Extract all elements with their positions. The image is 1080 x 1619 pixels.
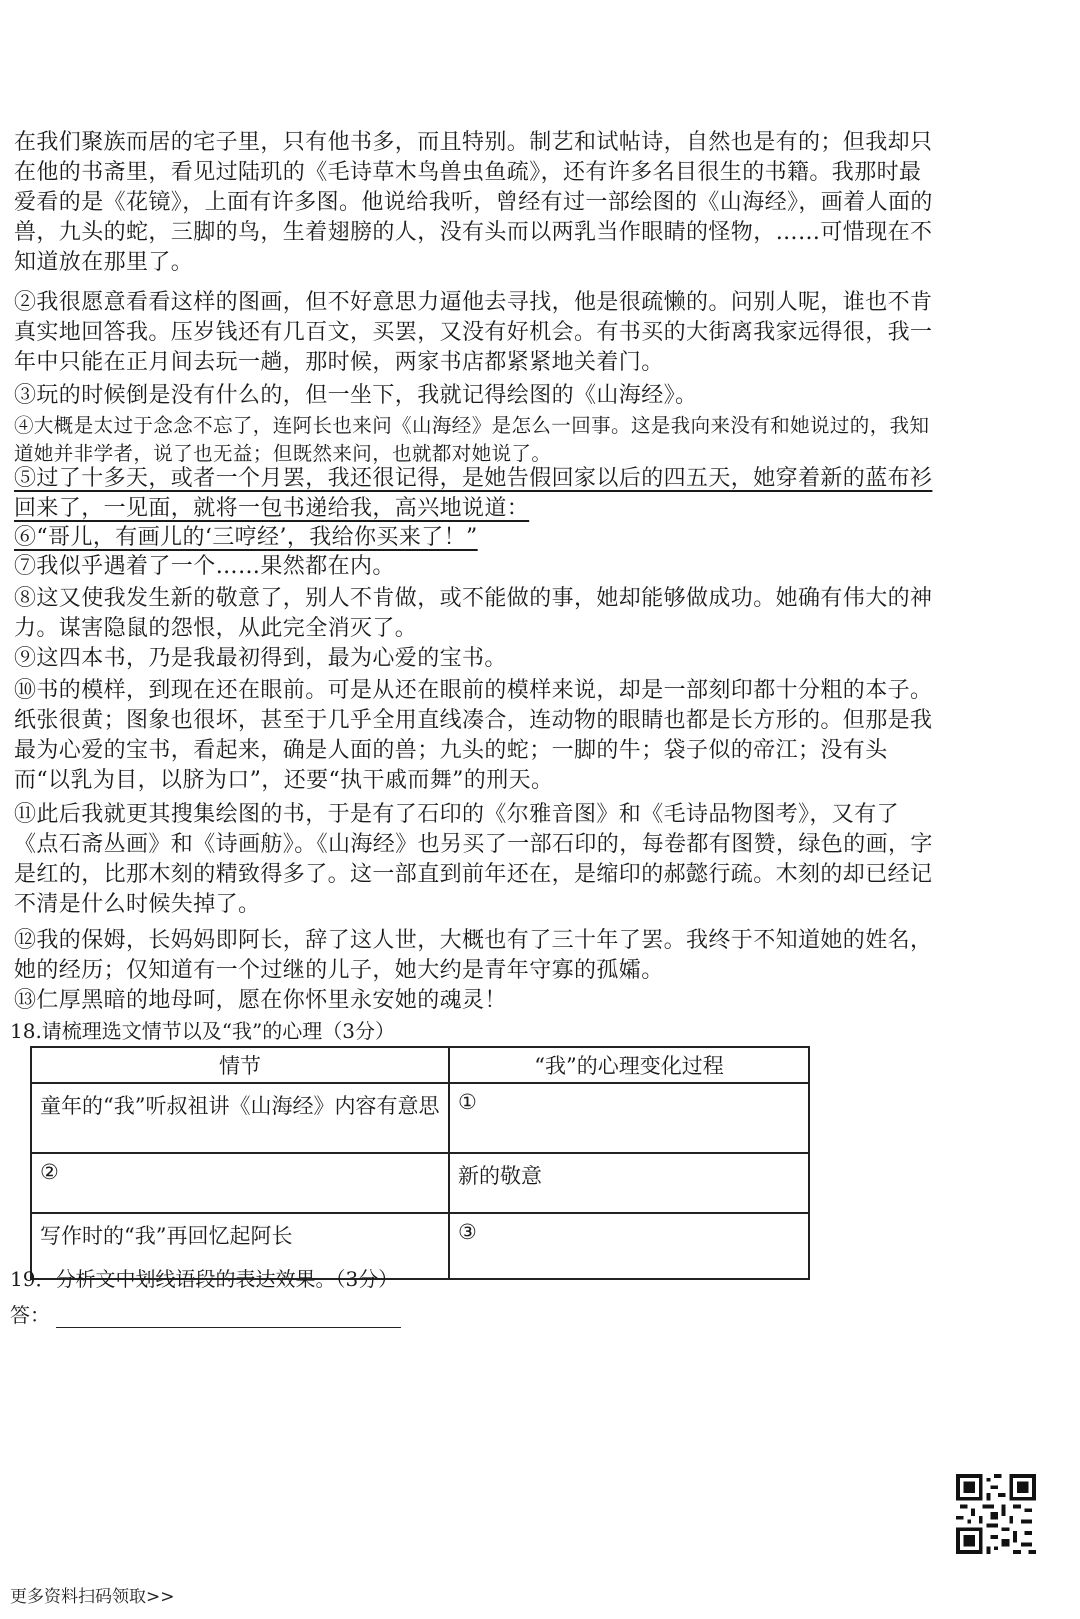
question-18-title: 18.请梳理选文情节以及“我”的心理（3分） bbox=[10, 1019, 395, 1043]
passage-paragraph-13: ⑬仁厚黑暗的地母呵，愿在你怀里永安她的魂灵！ bbox=[14, 988, 507, 1013]
table-header-psychology: “我”的心理变化过程 bbox=[449, 1047, 809, 1083]
table-cell-answer-blank[interactable]: ② bbox=[31, 1153, 449, 1213]
passage-paragraph-12: ⑫我的保姆，长妈妈即阿长，辞了这人世，大概也有了三十年了罢。我终于不知道她的姓名，她的经历；仅知道有一个过继的儿子，她大约是青年守寡的孤孀。 bbox=[14, 928, 933, 983]
table-row bbox=[31, 1083, 809, 1153]
question-19-title: 19．分析文中划线语段的表达效果。（3分） bbox=[10, 1267, 399, 1291]
table-header-row bbox=[31, 1047, 809, 1083]
passage-intro-paragraph: 在我们聚族而居的宅子里，只有他书多，而且特别。制艺和试帖诗，自然也是有的；但我却只在他的书斋里，看见过陆玑的《毛诗草木鸟兽虫鱼疏》，还有许多名目很生的书籍。我那时最爱看的是《花镜》，上面有许多图。他说给我听，曾经有过一部绘图的《山海经》，画着人面的兽，九头的蛇，三脚的鸟，生着翅膀的人，没有头而以两乳当作眼睛的怪物，……可惜现在不知道放在那里了。 bbox=[14, 130, 933, 275]
table-cell-answer-blank[interactable]: ③ bbox=[449, 1213, 809, 1279]
table-cell-plot: 写作时的“我”再回忆起阿长 bbox=[31, 1213, 449, 1279]
passage-paragraph-5-underlined: ⑤过了十多天，或者一个月罢，我还很记得，是她告假回家以后的四五天，她穿着新的蓝布衫回来了，一见面，就将一包书递给我，高兴地说道： bbox=[14, 466, 933, 521]
passage-paragraph-11: ⑪此后我就更其搜集绘图的书，于是有了石印的《尔雅音图》和《毛诗品物图考》，又有了《点石斋丛画》和《诗画舫》。《山海经》也另买了一部石印的，每卷都有图赞，绿色的画，字是红的，比那木刻的精致得多了。这一部直到前年还在，是缩印的郝懿行疏。木刻的却已经记不清是什么时候失掉了。 bbox=[14, 802, 933, 917]
passage-paragraph-8: ⑧这又使我发生新的敬意了，别人不肯做，或不能做的事，她却能够做成功。她确有伟大的神力。谋害隐鼠的怨恨，从此完全消灭了。 bbox=[14, 586, 933, 641]
passage-paragraph-9: ⑨这四本书，乃是我最初得到，最为心爱的宝书。 bbox=[14, 646, 507, 671]
answer-label: 答： bbox=[10, 1303, 50, 1327]
table-cell-psychology: 新的敬意 bbox=[449, 1153, 809, 1213]
question-19-answer bbox=[10, 1302, 401, 1328]
passage-paragraph-2: ②我很愿意看看这样的图画，但不好意思力逼他去寻找，他是很疏懒的。问别人呢，谁也不肯真实地回答我。压岁钱还有几百文，买罢，又没有好机会。有书买的大街离我家远得很，我一年中只能在正月间去玩一趟，那时候，两家书店都紧紧地关着门。 bbox=[14, 290, 933, 375]
table-cell-plot: 童年的“我”听叔祖讲《山海经》内容有意思 bbox=[31, 1083, 449, 1153]
passage-paragraph-10: ⑩书的模样，到现在还在眼前。可是从还在眼前的模样来说，却是一部刻印都十分粗的本子。纸张很黄；图象也很坏，甚至于几乎全用直线凑合，连动物的眼睛也都是长方形的。但那是我最为心爱的宝书，看起来，确是人面的兽；九头的蛇；一脚的牛；袋子似的帝江；没有头而“以乳为目，以脐为口”，还要“执干戚而舞”的刑天。 bbox=[14, 678, 933, 793]
answer-blank-line[interactable] bbox=[56, 1309, 401, 1328]
passage-paragraph-6-underlined: ⑥“哥儿，有画儿的‘三哼经’，我给你买来了！” bbox=[14, 525, 478, 550]
question-18-table bbox=[30, 1046, 810, 1280]
passage-paragraph-7: ⑦我似乎遇着了一个……果然都在内。 bbox=[14, 554, 395, 579]
passage-paragraph-4: ④大概是太过于念念不忘了，连阿长也来问《山海经》是怎么一回事。这是我向来没有和她说过的，我知道她并非学者，说了也无益；但既然来问，也就都对她说了。 bbox=[14, 414, 930, 465]
table-header-plot: 情节 bbox=[31, 1047, 449, 1083]
table-cell-answer-blank[interactable]: ① bbox=[449, 1083, 809, 1153]
qr-code-icon[interactable] bbox=[956, 1474, 1036, 1554]
table-row bbox=[31, 1153, 809, 1213]
footer-more-resources-link[interactable]: 更多资料扫码领取>> bbox=[10, 1587, 175, 1607]
passage-paragraph-3: ③玩的时候倒是没有什么的，但一坐下，我就记得绘图的《山海经》。 bbox=[14, 383, 698, 408]
